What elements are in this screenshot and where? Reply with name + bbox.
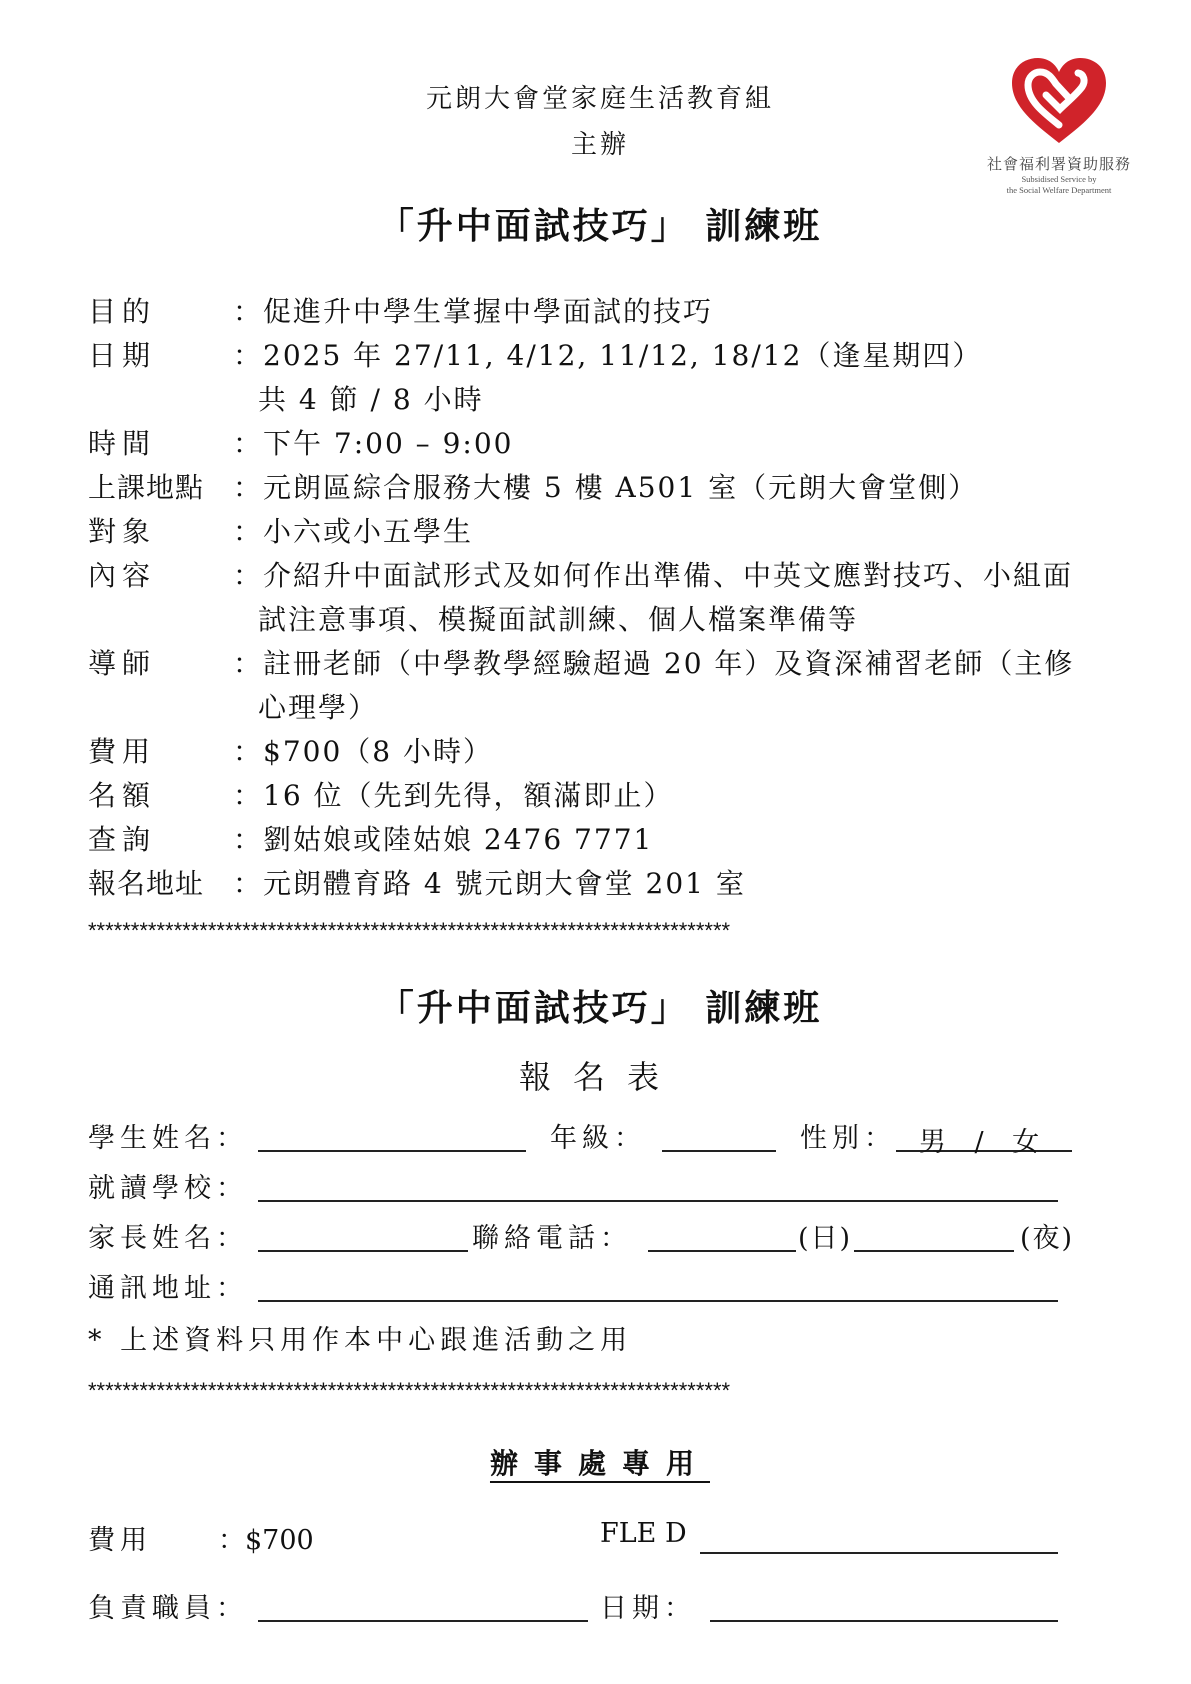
detail-value: ：促進升中學生掌握中學面試的技巧 — [233, 295, 714, 328]
detail-label: 費用 — [88, 735, 157, 768]
form-row-address — [88, 1266, 1138, 1310]
detail-tutor — [88, 642, 1138, 686]
address-field[interactable] — [258, 1270, 1058, 1302]
logo-caption-cn: 社會福利署資助服務 — [986, 155, 1131, 173]
detail-address — [88, 862, 1138, 906]
organizer-name: 元朗大會堂家庭生活教育組 — [425, 84, 774, 114]
detail-label: 日期 — [88, 339, 157, 372]
detail-purpose — [88, 290, 1138, 334]
office-date-field[interactable] — [710, 1590, 1058, 1622]
detail-label: 報名地址 — [88, 867, 205, 900]
detail-label: 上課地點 — [88, 471, 205, 504]
course-title: 「升中面試技巧」 訓練班 — [377, 205, 823, 247]
office-row-fee — [88, 1518, 1138, 1562]
phone-day-label: (日) — [798, 1223, 853, 1254]
detail-value: ：$700（8 小時） — [233, 735, 493, 768]
detail-date-continued: 共 4 節 / 8 小時 — [258, 383, 484, 416]
form-heading: 報名表 — [518, 1058, 681, 1096]
student-name-label: 學生姓名： — [88, 1123, 248, 1154]
swd-logo — [984, 55, 1134, 196]
detail-content — [88, 554, 1138, 598]
form-row-student — [88, 1116, 1138, 1160]
form-course-title: 「升中面試技巧」 訓練班 — [377, 987, 823, 1029]
detail-label: 名額 — [88, 779, 157, 812]
divider: *************************************************************************** — [88, 918, 731, 943]
staff-label: 負責職員： — [88, 1593, 248, 1624]
phone-label: 聯絡電話： — [472, 1223, 632, 1254]
detail-quota — [88, 774, 1138, 818]
form-row-school — [88, 1166, 1138, 1210]
parent-name-label: 家長姓名： — [88, 1223, 248, 1254]
gender-field[interactable]: 男 / 女 — [896, 1120, 1072, 1152]
detail-content-continued: 試注意事項、模擬面試訓練、個人檔案準備等 — [258, 603, 859, 636]
office-date-label: 日期： — [600, 1593, 696, 1624]
school-label: 就讀學校： — [88, 1173, 248, 1204]
office-fee-value: ：$700 — [218, 1525, 314, 1556]
detail-label: 內容 — [88, 559, 157, 592]
student-name-field[interactable] — [258, 1120, 526, 1152]
detail-value: ：16 位（先到先得，額滿即止） — [233, 779, 674, 812]
office-row-staff — [88, 1586, 1138, 1630]
staff-field[interactable] — [258, 1590, 588, 1622]
office-fee-label: 費用 — [88, 1525, 152, 1556]
parent-name-field[interactable] — [258, 1220, 468, 1252]
detail-venue — [88, 466, 1138, 510]
detail-label: 時間 — [88, 427, 157, 460]
detail-value: ：註冊老師（中學教學經驗超過 20 年）及資深補習老師（主修 — [233, 647, 1075, 680]
detail-value: ：劉姑娘或陸姑娘 2476 7771 — [233, 823, 654, 856]
detail-label: 對象 — [88, 515, 157, 548]
organizer-role: 主辦 — [570, 130, 629, 160]
detail-tutor-continued: 心理學） — [258, 691, 379, 724]
heart-logo-icon — [1006, 55, 1112, 147]
detail-date — [88, 334, 1138, 378]
office-use-heading: 辦事處專用 — [489, 1447, 710, 1480]
logo-caption-en-2: the Social Welfare Department — [1006, 185, 1112, 195]
address-label: 通訊地址： — [88, 1273, 248, 1304]
detail-value: ：元朗體育路 4 號元朗大會堂 201 室 — [233, 867, 746, 900]
detail-label: 導師 — [88, 647, 157, 680]
fled-field[interactable] — [700, 1522, 1058, 1554]
form-row-parent — [88, 1216, 1138, 1260]
phone-day-field[interactable] — [648, 1220, 796, 1252]
grade-label: 年級： — [550, 1123, 646, 1154]
gender-label: 性別： — [800, 1123, 896, 1154]
phone-night-label: (夜) — [1020, 1223, 1075, 1254]
fled-label: FLE D — [600, 1518, 687, 1549]
detail-value: ：介紹升中面試形式及如何作出準備、中英文應對技巧、小組面 — [233, 559, 1074, 592]
detail-value: ：下午 7:00 – 9:00 — [233, 427, 514, 460]
grade-field[interactable] — [662, 1120, 776, 1152]
detail-value: ：2025 年 27/11, 4/12, 11/12, 18/12（逢星期四） — [233, 339, 983, 372]
logo-caption-en-1: Subsidised Service by — [1021, 174, 1097, 184]
privacy-note: * 上述資料只用作本中心跟進活動之用 — [88, 1325, 633, 1356]
detail-enquiry — [88, 818, 1138, 862]
detail-time — [88, 422, 1138, 466]
detail-target — [88, 510, 1138, 554]
detail-label: 目的 — [88, 295, 157, 328]
detail-value: ：元朗區綜合服務大樓 5 樓 A501 室（元朗大會堂側） — [233, 471, 979, 504]
detail-value: ：小六或小五學生 — [233, 515, 474, 548]
divider: *************************************************************************** — [88, 1378, 731, 1403]
phone-night-field[interactable] — [854, 1220, 1014, 1252]
detail-label: 查詢 — [88, 823, 157, 856]
detail-fee — [88, 730, 1138, 774]
school-field[interactable] — [258, 1170, 1058, 1202]
